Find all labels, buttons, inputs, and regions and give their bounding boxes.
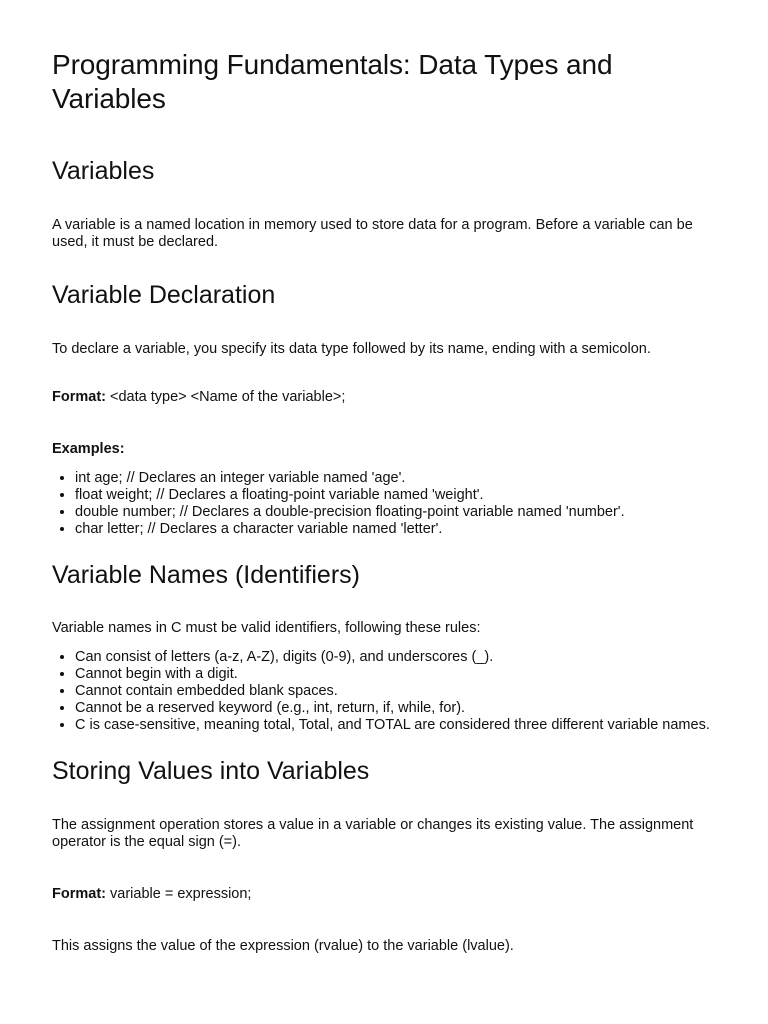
section-heading-declaration: Variable Declaration <box>52 281 276 309</box>
list-item: • Cannot be a reserved keyword (e.g., int, return, if, while, for). <box>75 700 716 717</box>
format-label: Format: <box>52 886 106 902</box>
list-item: • Cannot begin with a digit. <box>75 666 716 683</box>
section-heading-variables: Variables <box>52 157 155 185</box>
examples-list <box>52 470 716 538</box>
names-intro-text: Variable names in C must be valid identifiers, following these rules: <box>52 620 481 636</box>
list-item: • double number; // Declares a double-precision floating-point variable named 'number'. <box>75 504 716 521</box>
list-item: • float weight; // Declares a floating-point variable named 'weight'. <box>75 487 716 504</box>
examples-label-line <box>52 441 716 458</box>
format-value: variable = expression; <box>105 886 252 902</box>
section-heading-names: Variable Names (Identifiers) <box>52 561 360 589</box>
list-item: • C is case-sensitive, meaning total, Total, and TOTAL are considered three different variable names. <box>75 717 716 734</box>
section-heading-storing: Storing Values into Variables <box>52 757 370 785</box>
naming-rules-list <box>52 649 716 734</box>
list-item: • int age; // Declares an integer variable named 'age'. <box>75 470 716 487</box>
document-title: Programming Fundamentals: Data Types and Variables <box>52 49 613 114</box>
declaration-intro-text: To declare a variable, you specify its data type followed by its name, ending with a semicolon. <box>52 341 651 357</box>
list-item: • char letter; // Declares a character variable named 'letter'. <box>75 521 716 538</box>
variable-definition-text: A variable is a named location in memory used to store data for a program. Before a variable can be used, it must be declared. <box>52 217 693 250</box>
assignment-format-line <box>52 886 716 903</box>
assignment-explanation-text: This assigns the value of the expression (rvalue) to the variable (lvalue). <box>52 938 514 954</box>
format-label: Format: <box>52 389 106 405</box>
declaration-format-line <box>52 389 716 406</box>
list-item: • Can consist of letters (a-z, A-Z), digits (0-9), and underscores (_). <box>75 649 716 666</box>
examples-label: Examples: <box>52 441 125 457</box>
format-value: <data type> <Name of the variable>; <box>105 389 346 405</box>
assignment-intro-text: The assignment operation stores a value in a variable or changes its existing value. The assignment operator is the equal sign (=). <box>52 817 694 850</box>
list-item: • Cannot contain embedded blank spaces. <box>75 683 716 700</box>
